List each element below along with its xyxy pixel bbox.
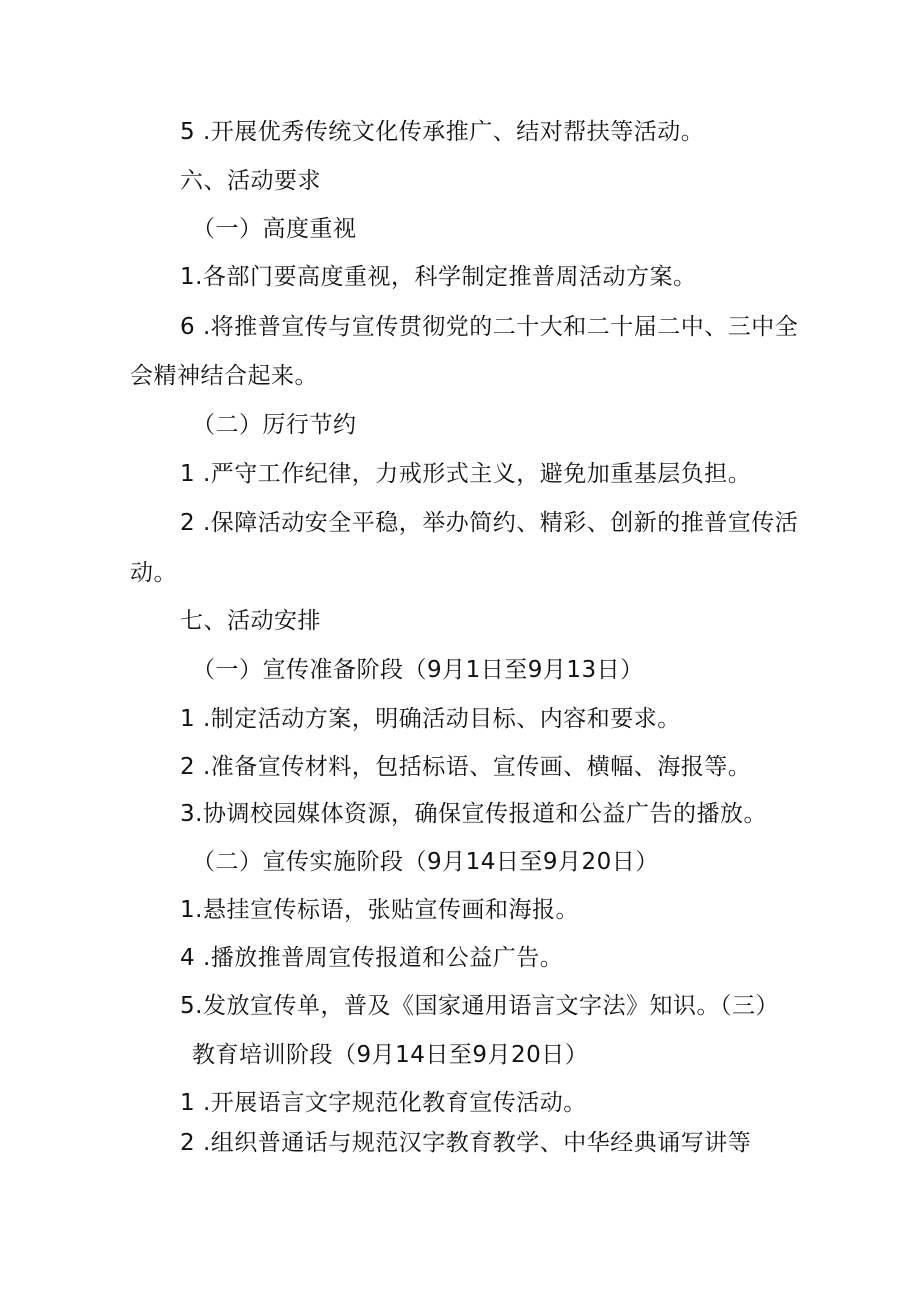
list-item: 4 .播放推普周宣传报道和公益广告。 bbox=[180, 945, 564, 971]
list-item: 5 .开展优秀传统文化传承推广、结对帮扶等活动。 bbox=[180, 119, 705, 145]
list-item: 1 .开展语言文字规范化教育宣传活动。 bbox=[180, 1090, 587, 1116]
list-item-continuation: 会精神结合起来。 bbox=[130, 363, 318, 389]
list-item: 1 .制定活动方案，明确活动目标、内容和要求。 bbox=[180, 706, 681, 732]
subsection-heading: （一）高度重视 bbox=[192, 216, 357, 242]
list-item: 1 .严守工作纪律，力戒形式主义，避免加重基层负担。 bbox=[180, 461, 752, 487]
section-heading: 七、活动安排 bbox=[180, 608, 321, 634]
list-item: 1.悬挂宣传标语，张贴宣传画和海报。 bbox=[180, 897, 579, 923]
subsection-heading: （二）厉行节约 bbox=[192, 412, 357, 438]
list-item: 3.协调校园媒体资源，确保宣传报道和公益广告的播放。 bbox=[180, 801, 767, 827]
list-item: 2 .准备宣传材料，包括标语、宣传画、横幅、海报等。 bbox=[180, 754, 752, 780]
list-item: 2 .组织普通话与规范汉字教育教学、中华经典诵写讲等 bbox=[180, 1130, 752, 1156]
subsection-heading: 教育培训阶段（9月14日至9月20日） bbox=[192, 1042, 589, 1068]
section-heading: 六、活动要求 bbox=[180, 168, 321, 194]
list-item: 5.发放宣传单，普及《国家通用语言文字法》知识。（三） bbox=[180, 993, 779, 1019]
list-item: 1.各部门要高度重视，科学制定推普周活动方案。 bbox=[180, 264, 697, 290]
subsection-heading: （一）宣传准备阶段（9月1日至9月13日） bbox=[192, 657, 644, 683]
list-item: 2 .保障活动安全平稳，举办简约、精彩、创新的推普宣传活 bbox=[180, 510, 799, 536]
subsection-heading: （二）宣传实施阶段（9月14日至9月20日） bbox=[192, 849, 659, 875]
list-item: 6 .将推普宣传与宣传贯彻党的二十大和二十届二中、三中全 bbox=[180, 314, 799, 340]
list-item-continuation: 动。 bbox=[130, 560, 177, 586]
